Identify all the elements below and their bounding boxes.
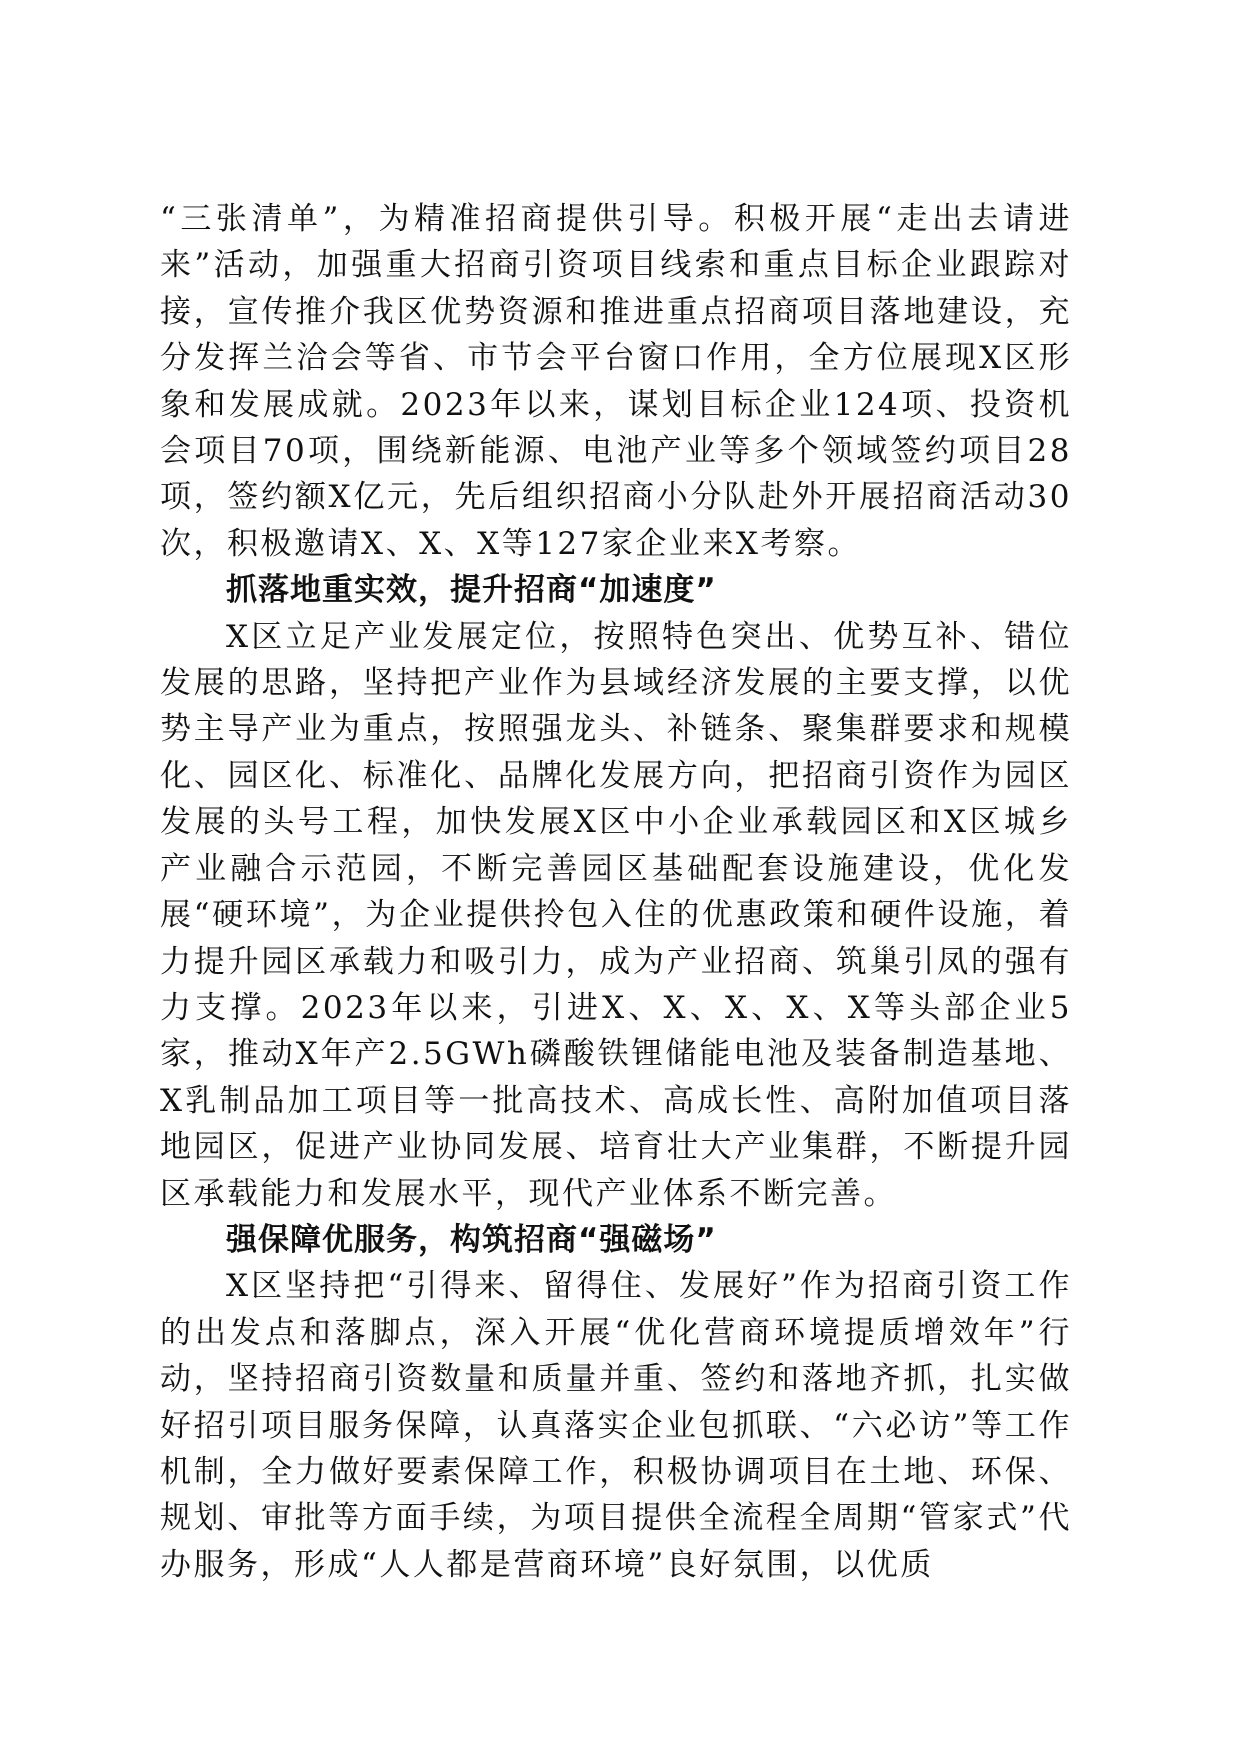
- section-heading-landing: 抓落地重实效，提升招商“加速度”: [226, 572, 717, 609]
- body-paragraph-3: X区坚持把“引得来、留得住、发展好”作为招商引资工作的出发点和落脚点，深入开展“优化营商环境提质增效年”行动，坚持招商引资数量和质量并重、签约和落地齐抓，扎实做好招引项目服务保障，认真落实企业包抓联、“六必访”等工作机制，全力做好要素保障工作，积极协调项目在土地、环保、规划、审批等方面手续，为项目提供全流程全周期“管家式”代办服务，形成“人人都是营商环境”良好氛围，以优质: [160, 1268, 1072, 1583]
- body-paragraph-1: “三张清单”，为精准招商提供引导。积极开展“走出去请进来”活动，加强重大招商引资项目线索和重点目标企业跟踪对接，宣传推介我区优势资源和推进重点招商项目落地建设，充分发挥兰洽会等省、市节会平台窗口作用，全方位展现X区形象和发展成就。2023年以来，谋划目标企业124项、投资机会项目70项，围绕新能源、电池产业等多个领域签约项目28项，签约额X亿元，先后组织招商小分队赴外开展招商活动30次，积极邀请X、X、X等127家企业来X考察。: [160, 201, 1072, 562]
- document-body: [160, 196, 1072, 1588]
- body-paragraph-2: X区立足产业发展定位，按照特色突出、优势互补、错位发展的思路，坚持把产业作为县域经济发展的主要支撑，以优势主导产业为重点，按照强龙头、补链条、聚集群要求和规模化、园区化、标准化、品牌化发展方向，把招商引资作为园区发展的头号工程，加快发展X区中小企业承载园区和X区城乡产业融合示范园，不断完善园区基础配套设施建设，优化发展“硬环境”，为企业提供拎包入住的优惠政策和硬件设施，着力提升园区承载力和吸引力，成为产业招商、筑巢引凤的强有力支撑。2023年以来，引进X、X、X、X、X等头部企业5家，推动X年产2.5GWh磷酸铁锂储能电池及装备制造基地、X乳制品加工项目等一批高技术、高成长性、高附加值项目落地园区，促进产业协同发展、培育壮大产业集群，不断提升园区承载能力和发展水平，现代产业体系不断完善。: [160, 618, 1072, 1212]
- section-heading-service: 强保障优服务，构筑招商“强磁场”: [226, 1221, 717, 1258]
